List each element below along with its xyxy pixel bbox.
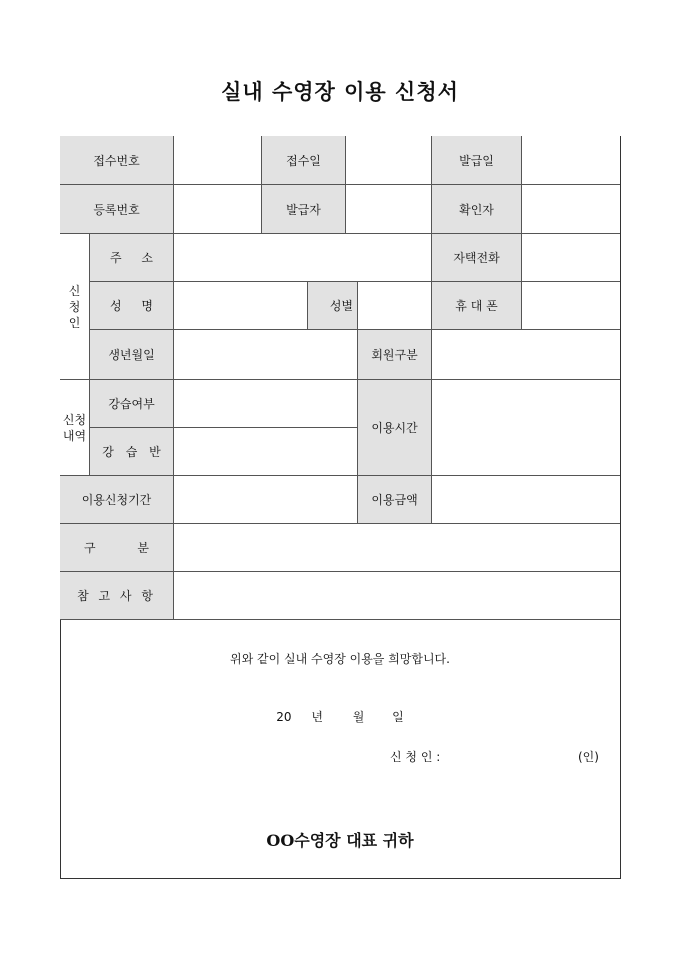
- home-phone-label: 자택전화: [432, 234, 522, 282]
- day-label: 일: [392, 710, 404, 724]
- issuer-label: 발급자: [262, 185, 346, 234]
- name-field[interactable]: [174, 282, 308, 330]
- address-label: 주 소: [90, 234, 174, 282]
- usage-time-label: 이용시간: [358, 380, 432, 476]
- birthdate-label: 생년월일: [90, 330, 174, 380]
- issuer-field[interactable]: [346, 185, 432, 234]
- address-field[interactable]: [174, 234, 432, 282]
- registration-number-label: 등록번호: [60, 185, 174, 234]
- details-group-label: 신청 내역: [60, 380, 90, 476]
- receipt-number-field[interactable]: [174, 136, 262, 185]
- applicant-signature-label: 신 청 인 :: [390, 750, 441, 764]
- category-field[interactable]: [174, 524, 620, 572]
- lesson-class-field[interactable]: [174, 428, 358, 476]
- mobile-label: 휴 대 폰: [432, 282, 522, 330]
- home-phone-field[interactable]: [522, 234, 620, 282]
- form-title: 실내 수영장 이용 신청서: [221, 79, 459, 104]
- receipt-date-field[interactable]: [346, 136, 432, 185]
- confirmer-field[interactable]: [522, 185, 620, 234]
- year-label: 년: [311, 710, 323, 724]
- usage-period-label: 이용신청기간: [60, 476, 174, 524]
- lesson-class-label: 강 습 반: [90, 428, 174, 476]
- member-type-field[interactable]: [432, 330, 620, 380]
- receipt-date-label: 접수일: [262, 136, 346, 185]
- mobile-field[interactable]: [522, 282, 620, 330]
- issue-date-label: 발급일: [432, 136, 522, 185]
- applicant-group-label: 신 청 인: [60, 234, 90, 380]
- gender-field[interactable]: [358, 282, 432, 330]
- gender-label: 성별: [308, 282, 358, 330]
- confirmer-label: 확인자: [432, 185, 522, 234]
- usage-amount-label: 이용금액: [358, 476, 432, 524]
- remarks-field[interactable]: [174, 572, 620, 620]
- year-prefix: 20: [276, 710, 292, 724]
- usage-period-field[interactable]: [174, 476, 358, 524]
- usage-time-field[interactable]: [432, 380, 620, 476]
- application-form: [60, 136, 620, 878]
- declaration-text: 위와 같이 실내 수영장 이용을 희망합니다.: [230, 652, 450, 666]
- date-line: [60, 708, 620, 725]
- member-type-label: 회원구분: [358, 330, 432, 380]
- registration-number-field[interactable]: [174, 185, 262, 234]
- birthdate-field[interactable]: [174, 330, 358, 380]
- usage-amount-field[interactable]: [432, 476, 620, 524]
- receipt-number-label: 접수번호: [60, 136, 174, 185]
- remarks-label: 참 고 사 항: [60, 572, 174, 620]
- lesson-status-field[interactable]: [174, 380, 358, 428]
- recipient-line: OO수영장 대표 귀하: [266, 831, 414, 850]
- month-label: 월: [352, 710, 365, 724]
- lesson-status-label: 강습여부: [90, 380, 174, 428]
- category-label: 구 분: [60, 524, 174, 572]
- name-label: 성 명: [90, 282, 174, 330]
- issue-date-field[interactable]: [522, 136, 620, 185]
- seal-mark: (인): [578, 750, 599, 764]
